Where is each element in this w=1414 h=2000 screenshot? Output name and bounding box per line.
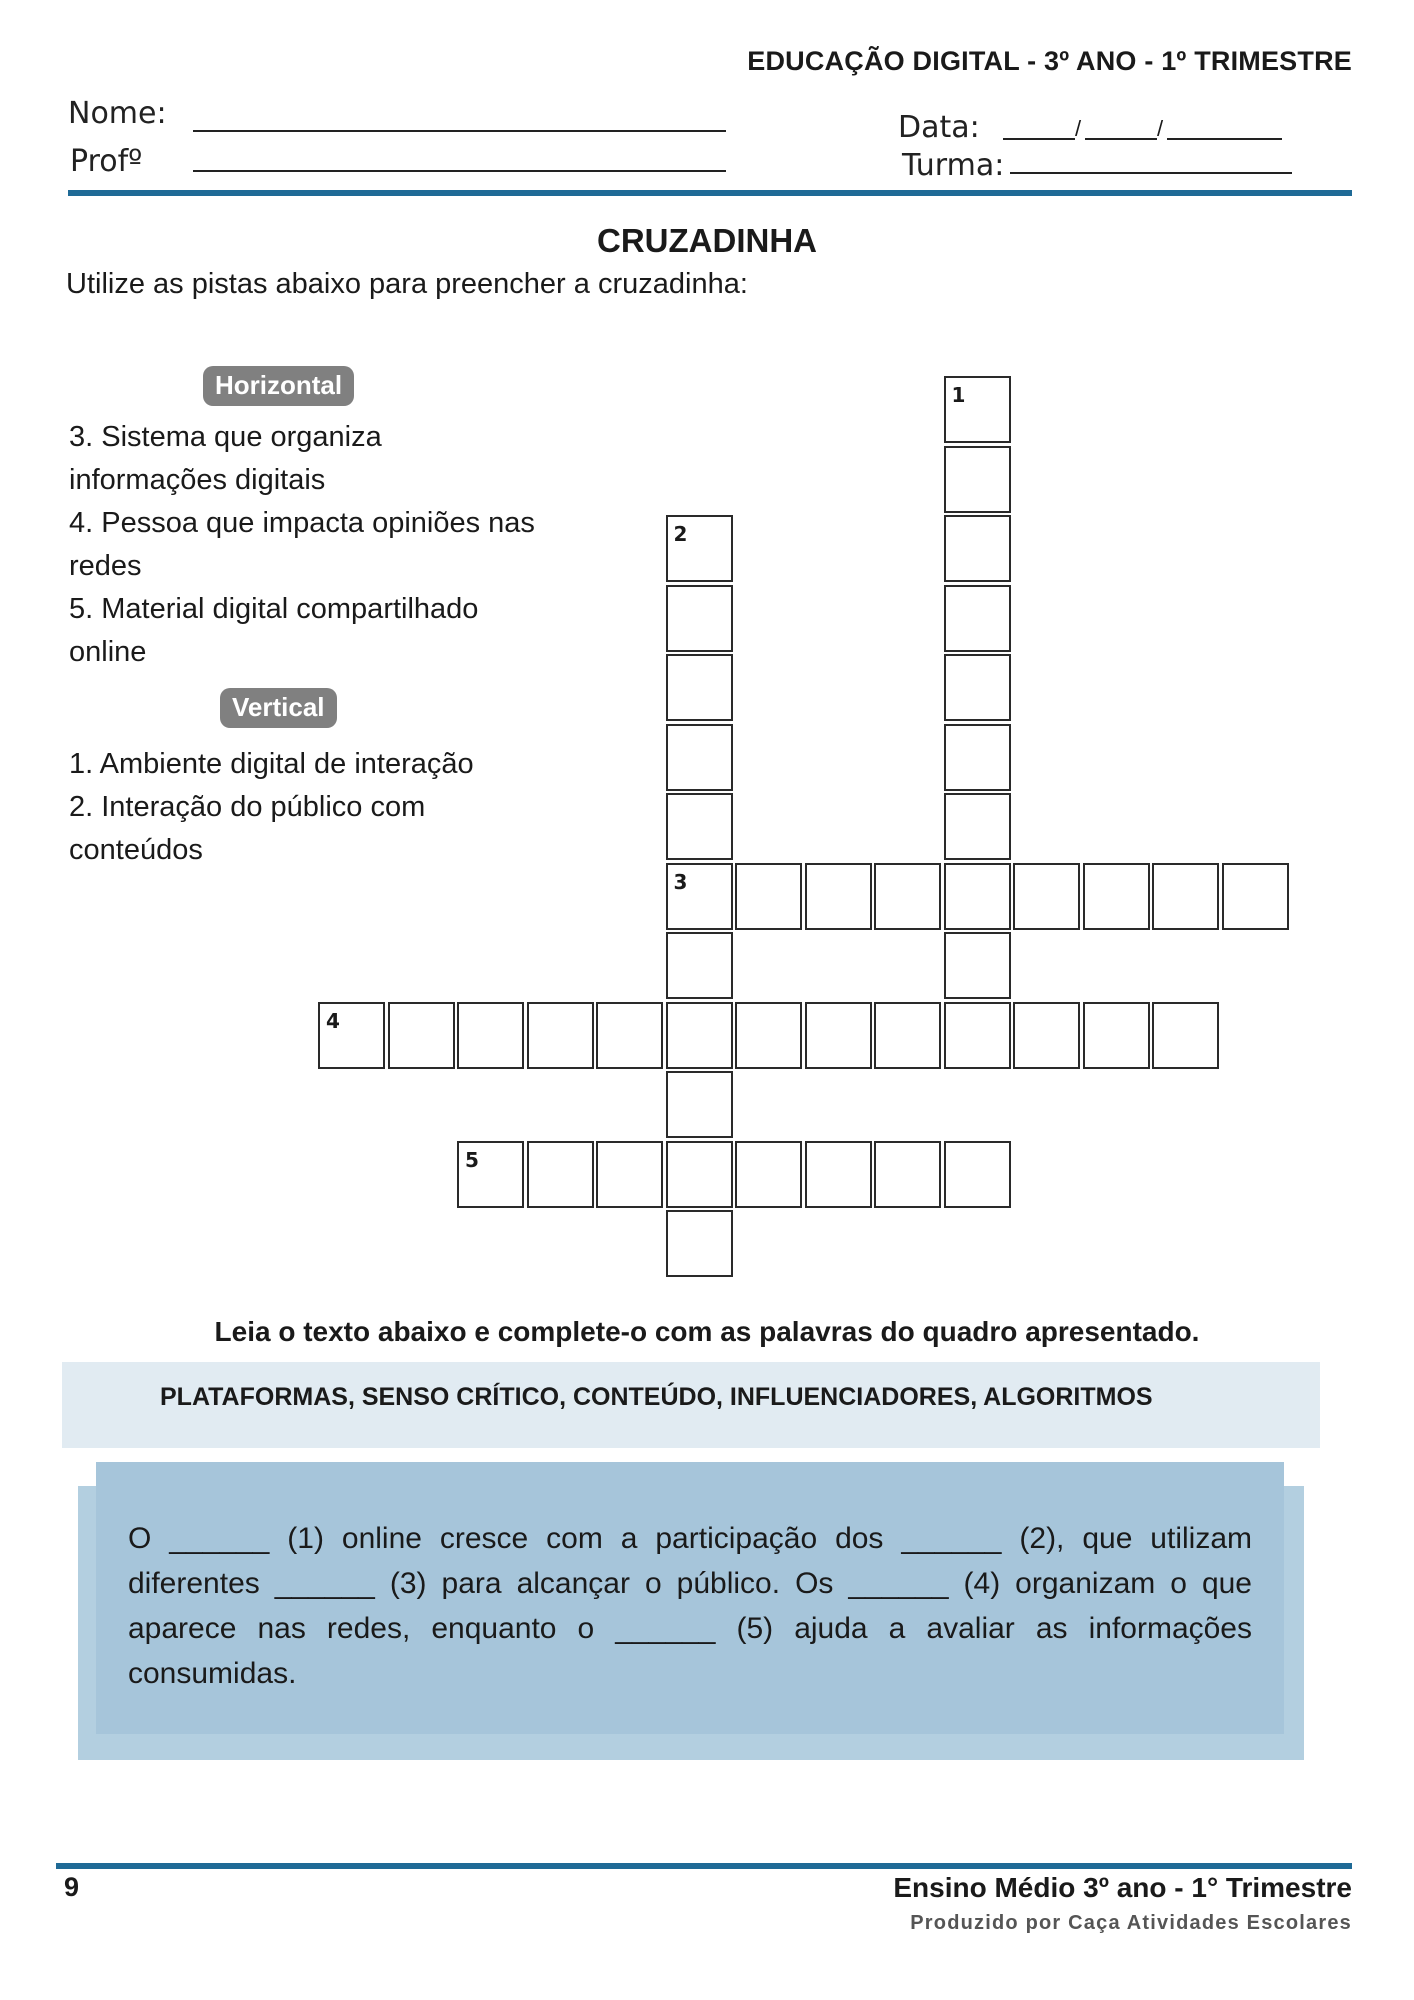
crossword-cell[interactable] (735, 1002, 802, 1069)
crossword-cell[interactable] (596, 1141, 663, 1208)
crossword-cell[interactable] (735, 863, 802, 930)
crossword-cell[interactable] (527, 1141, 594, 1208)
crossword-cell[interactable] (457, 1002, 524, 1069)
crossword-cell[interactable] (1013, 863, 1080, 930)
crossword-cell[interactable] (318, 1002, 385, 1069)
crossword-cell[interactable] (944, 515, 1011, 582)
crossword-cell[interactable] (805, 1002, 872, 1069)
crossword-cell[interactable] (944, 446, 1011, 513)
crossword-cell[interactable] (805, 863, 872, 930)
clue-horizontal-5: 5. Material digital compartilhado online (69, 593, 479, 668)
crossword-cell[interactable] (666, 515, 733, 582)
clue-horizontal-4: 4. Pessoa que impacta opiniões nas redes (69, 507, 535, 582)
crossword-cell[interactable] (666, 932, 733, 999)
name-label: Nome: (68, 96, 167, 131)
clue-vertical-1: 1. Ambiente digital de interação (69, 748, 474, 780)
teacher-field[interactable] (193, 170, 726, 172)
date-separator: / (1075, 116, 1082, 141)
crossword-cell[interactable] (944, 932, 1011, 999)
crossword-clue-number: 3 (673, 869, 688, 894)
class-label: Turma: (902, 148, 1005, 183)
footer-rule (56, 1863, 1352, 1869)
crossword-clue-number: 5 (465, 1147, 479, 1172)
footer-course: Ensino Médio 3º ano - 1° Trimestre (893, 1872, 1352, 1903)
vertical-label: Vertical (220, 688, 337, 728)
date-day-field[interactable] (1003, 138, 1075, 140)
crossword-cell[interactable] (805, 1141, 872, 1208)
teacher-label: Profº (70, 144, 143, 179)
crossword-cell[interactable] (666, 585, 733, 652)
exercise-instruction: Leia o texto abaixo e complete-o com as palavras do quadro apresentado. (214, 1316, 1200, 1347)
footer-credit: Produzido por Caça Atividades Escolares (910, 1912, 1352, 1934)
crossword-cell[interactable] (666, 793, 733, 860)
crossword-cell[interactable] (666, 1141, 733, 1208)
date-month-field[interactable] (1085, 138, 1157, 140)
crossword-cell[interactable] (666, 863, 733, 930)
crossword-cell[interactable] (874, 1002, 941, 1069)
section-intro: Utilize as pistas abaixo para preencher a cruzadinha: (66, 268, 748, 300)
crossword-cell[interactable] (666, 1071, 733, 1138)
date-year-field[interactable] (1167, 138, 1282, 140)
header-rule (68, 190, 1352, 196)
crossword-cell[interactable] (1152, 1002, 1219, 1069)
crossword-cell[interactable] (944, 1141, 1011, 1208)
date-separator: / (1157, 116, 1164, 141)
class-field[interactable] (1010, 172, 1292, 174)
horizontal-label: Horizontal (203, 366, 354, 406)
worksheet-header-title: EDUCAÇÃO DIGITAL - 3º ANO - 1º TRIMESTRE (747, 46, 1352, 76)
crossword-cell[interactable] (666, 1210, 733, 1277)
crossword-clue-number: 2 (673, 522, 688, 546)
word-bank-text: PLATAFORMAS, SENSO CRÍTICO, CONTEÚDO, INFLUENCIADORES, ALGORITMOS (160, 1383, 1153, 1411)
crossword-cell[interactable] (874, 1141, 941, 1208)
crossword-cell[interactable] (1083, 863, 1150, 930)
crossword-cell[interactable] (944, 1002, 1011, 1069)
crossword-cell[interactable] (596, 1002, 663, 1069)
crossword-cell[interactable] (1222, 863, 1289, 930)
crossword-cell[interactable] (666, 1002, 733, 1069)
crossword-cell[interactable] (666, 654, 733, 721)
crossword-cell[interactable] (944, 793, 1011, 860)
crossword-cell[interactable] (527, 1002, 594, 1069)
clue-vertical-2: 2. Interação do público com conteúdos (69, 791, 426, 866)
name-field[interactable] (193, 130, 726, 132)
crossword-clue-number: 4 (326, 1008, 340, 1033)
date-label: Data: (898, 110, 980, 145)
clue-horizontal-3: 3. Sistema que organiza informações digitais (69, 421, 382, 496)
crossword-cell[interactable] (388, 1002, 455, 1069)
crossword-cell[interactable] (944, 863, 1011, 930)
crossword-cell[interactable] (944, 654, 1011, 721)
crossword-cell[interactable] (874, 863, 941, 930)
crossword-cell[interactable] (457, 1141, 524, 1208)
fill-in-text: O ______ (1) online cresce com a participação dos ______ (2), que utilizam diferentes ______ (3) para alcançar o público. Os ______ (4) organizam o que aparece nas redes, enquanto o ______ (5) ajuda a avaliar as informações consumidas. (128, 1522, 1252, 1690)
crossword-cell[interactable] (1083, 1002, 1150, 1069)
crossword-cell[interactable] (944, 585, 1011, 652)
crossword-cell[interactable] (1152, 863, 1219, 930)
crossword-cell[interactable] (1013, 1002, 1080, 1069)
crossword-cell[interactable] (944, 376, 1011, 443)
page-number: 9 (64, 1872, 80, 1902)
word-bank (62, 1362, 1320, 1448)
crossword-cell[interactable] (735, 1141, 802, 1208)
section-title: CRUZADINHA (597, 222, 817, 259)
crossword-cell[interactable] (944, 724, 1011, 791)
crossword-cell[interactable] (666, 724, 733, 791)
crossword-clue-number: 1 (951, 383, 966, 407)
